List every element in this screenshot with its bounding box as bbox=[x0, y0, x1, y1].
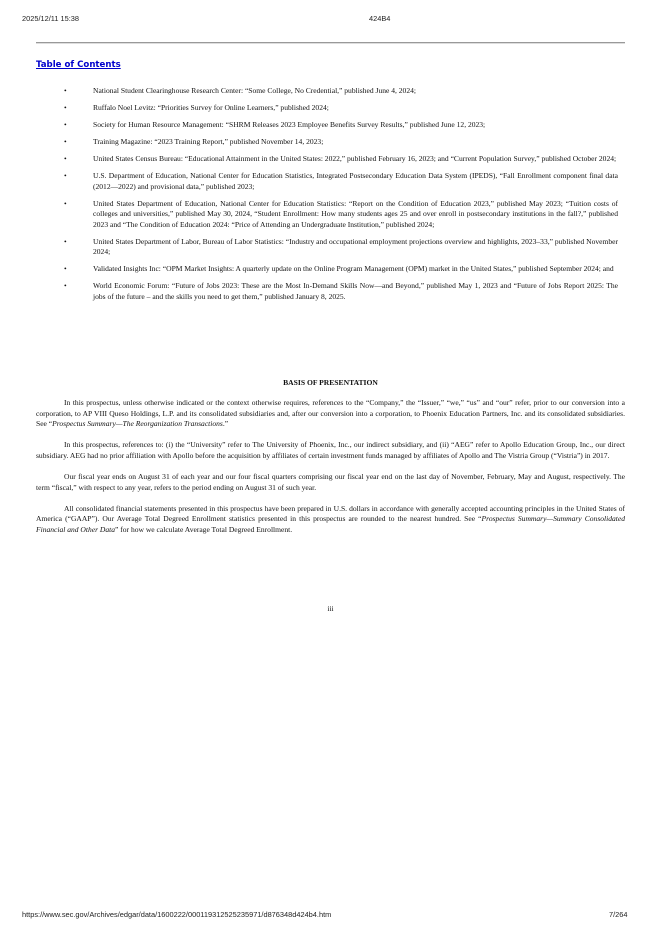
list-item-text: United States Census Bureau: “Educational Attainment in the United States: 2022,” published February 16, 2023; and “Current Population Survey,” published October 2024; bbox=[93, 153, 617, 163]
list-item bbox=[36, 171, 618, 192]
cross-reference: Prospectus Summary—Summary Consolidated Financial and Other Data bbox=[36, 514, 625, 534]
bullet: • bbox=[64, 264, 67, 274]
list-item bbox=[36, 137, 618, 148]
list-item bbox=[36, 103, 618, 114]
paragraph bbox=[36, 398, 625, 430]
list-item bbox=[36, 199, 618, 231]
list-item bbox=[36, 281, 618, 302]
bullet: • bbox=[64, 281, 67, 291]
paragraph: Our fiscal year ends on August 31 of each year and our four fiscal quarters comprising our fiscal year end on the last day of November, February, May and August, respectively. The term “fiscal,” with respect to any year, refers to the period ending on August 31 of such year. bbox=[36, 471, 625, 492]
section-heading: BASIS OF PRESENTATION bbox=[283, 378, 378, 387]
table-of-contents-link[interactable]: Table of Contents bbox=[36, 60, 121, 70]
paragraph-text: .” bbox=[222, 419, 229, 429]
paragraph-text: In this prospectus, unless otherwise indicated or the context otherwise requires, references to the “Company,” the “Issuer,” “we,” “us” and “our” refer, prior to our conversion into a corporation, to AP VIII Queso Holdings, L.P. and its consolidated subsidiaries and, after our conversion into a corporation, to Phoenix Education Partners, Inc. and its consolidated subsidiaries. See “ bbox=[36, 398, 625, 429]
document-title: 424B4 bbox=[369, 14, 391, 23]
footer-url: https://www.sec.gov/Archives/edgar/data/1600222/000119312525235971/d876348d424b4.htm bbox=[22, 910, 332, 919]
paragraph-text: ” for how we calculate Average Total Degreed Enrollment. bbox=[115, 524, 293, 534]
list-item-text: World Economic Forum: “Future of Jobs 2023: These are the Most In-Demand Skills Now—and Beyond,” published May 1, 2023 and “Future of Jobs Report 2025: The jobs of the future – and the skills you need to get them,” published January 8, 2025. bbox=[93, 281, 618, 301]
basis-of-presentation bbox=[36, 398, 625, 546]
list-item bbox=[36, 86, 618, 97]
paragraph bbox=[36, 504, 625, 536]
list-item-text: United States Department of Labor, Bureau of Labor Statistics: “Industry and occupational employment projections overview and highlights, 2023–33,” published November 2024; bbox=[93, 236, 618, 257]
bullet: • bbox=[64, 86, 67, 95]
list-item-text: Society for Human Resource Management: “SHRM Releases 2023 Employee Benefits Survey Results,” published June 12, 2023; bbox=[93, 119, 486, 129]
bullet: • bbox=[64, 236, 67, 246]
list-item bbox=[36, 120, 618, 131]
list-item bbox=[36, 154, 618, 165]
paragraph-text: All consolidated financial statements presented in this prospectus have been prepared in U.S. dollars in accordance with generally accepted accounting principles in the United States of America (“GAAP”). Our Average Total Degreed Enrollment statistics presented in this prospectus are rounded to the nearest hundred. See “ bbox=[36, 503, 625, 524]
list-item-text: Ruffalo Noel Levitz: “Priorities Survey for Online Learners,” published 2024; bbox=[93, 102, 329, 112]
list-item-text: National Student Clearinghouse Research Center: “Some College, No Credential,” published June 4, 2024; bbox=[93, 86, 416, 95]
bullet: • bbox=[64, 170, 67, 180]
paragraph: In this prospectus, references to: (i) the “University” refer to The University of Phoenix, Inc., our indirect subsidiary, and (ii) “AEG” refer to Apollo Education Group, Inc., our direct subsidiary. AEG had no prior affiliation with Apollo before the acquisition by affiliates of certain investment funds managed by affiliates of Apollo and The Vistria Group (“Vistria”) in 2017. bbox=[36, 440, 625, 460]
bullet: • bbox=[64, 102, 67, 112]
list-item-text: Validated Insights Inc: “OPM Market Insights: A quarterly update on the Online Program Management (OPM) market in the United States,” published September 2024; and bbox=[93, 264, 614, 274]
bullet: • bbox=[64, 153, 67, 163]
bullet: • bbox=[64, 119, 67, 129]
list-item bbox=[36, 237, 618, 258]
footer-page-count: 7/264 bbox=[609, 910, 628, 919]
bullet: • bbox=[64, 198, 67, 208]
print-timestamp: 2025/12/11 15:38 bbox=[22, 14, 79, 23]
sources-list bbox=[36, 86, 618, 309]
list-item-text: U.S. Department of Education, National Center for Education Statistics, Integrated Postsecondary Education Data System (IPEDS), “Fall Enrollment component final data (2012—2022) and provisional data,” published 2023; bbox=[93, 170, 618, 191]
cross-reference: Prospectus Summary—The Reorganization Transactions bbox=[52, 419, 223, 429]
page-number: iii bbox=[327, 604, 334, 613]
list-item-text: Training Magazine: “2023 Training Report,” published November 14, 2023; bbox=[93, 136, 324, 146]
list-item bbox=[36, 264, 618, 275]
list-item-text: United States Department of Education, National Center for Education Statistics: “Report on the Condition of Education 2023,” published May 2023; “Tuition costs of colleges and universities,” published May 30, 2024, “Student Enrollment: How many students ages 25 and over enroll in postsecondary institutions in the fall?,” published 2023 and “The Condition of Education 2024: “Price of Attending an Undergraduate Institution,” published 2024; bbox=[93, 198, 618, 229]
divider bbox=[36, 42, 625, 44]
bullet: • bbox=[64, 136, 67, 146]
